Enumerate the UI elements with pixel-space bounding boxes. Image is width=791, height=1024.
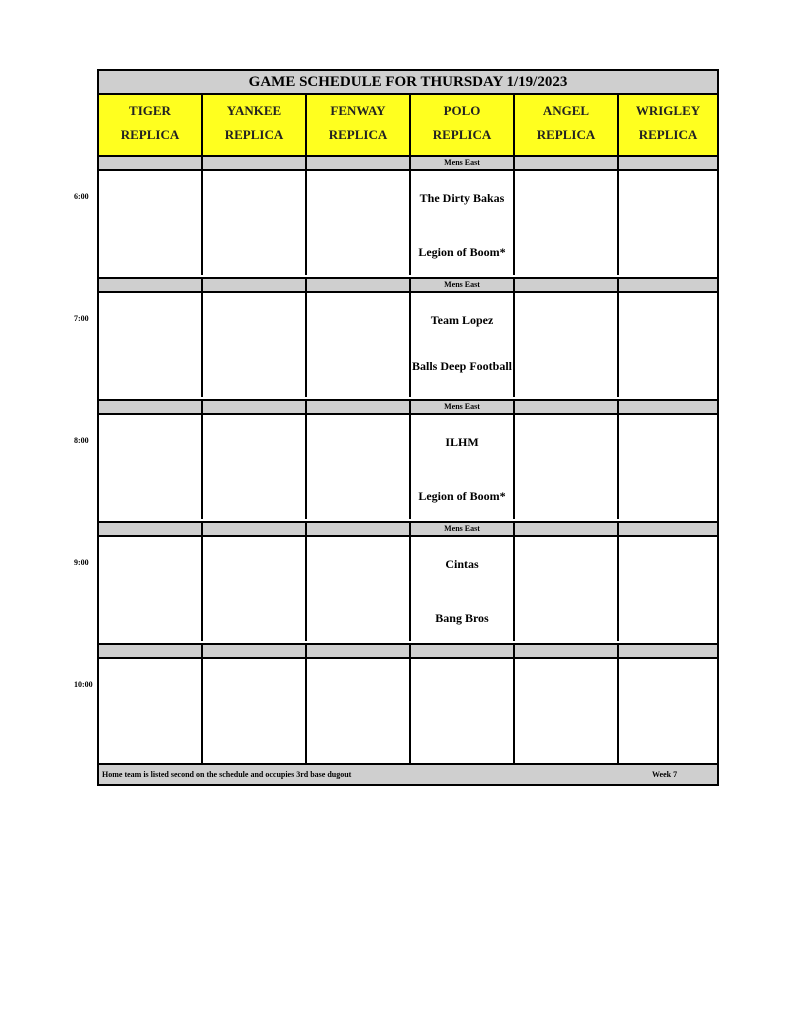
- field-name: WRIGLEY: [635, 103, 701, 118]
- time-label: 7:00: [74, 314, 89, 323]
- division-bar-cell: [619, 157, 717, 169]
- divider: [99, 277, 717, 279]
- game-cell: [203, 537, 307, 641]
- game-cell: [515, 293, 619, 397]
- time-label: 10:00: [74, 680, 93, 689]
- division-bar-cell: [619, 523, 717, 535]
- field-name: ANGEL: [542, 103, 590, 118]
- home-team: Balls Deep Football: [411, 359, 512, 373]
- division-bar-cell: [203, 645, 307, 657]
- division-bar-cell: [307, 645, 411, 657]
- divider: [99, 399, 717, 401]
- division-bar-cell: [307, 401, 411, 413]
- game-cell: [619, 537, 717, 641]
- game-cell: [99, 171, 203, 275]
- field-name: TIGER: [129, 103, 171, 118]
- game-cell: [515, 659, 619, 763]
- game-cell: [619, 659, 717, 763]
- division-bar-cell: [307, 279, 411, 291]
- game-cell: [307, 171, 411, 275]
- division-bar-cell: Mens East: [411, 279, 515, 291]
- division-bar-cell: [619, 279, 717, 291]
- field-header-3: [307, 95, 411, 155]
- division-bar-cell: [619, 401, 717, 413]
- game-cell: [411, 659, 515, 763]
- division-bar-cell: [619, 645, 717, 657]
- game-cell: [515, 537, 619, 641]
- game-cell: [99, 659, 203, 763]
- away-team: ILHM: [445, 435, 479, 449]
- game-cell: [307, 659, 411, 763]
- field-subtitle: REPLICA: [432, 127, 492, 142]
- division-bar-cell: [411, 645, 515, 657]
- division-bar-cell: [203, 523, 307, 535]
- division-bar-cell: [307, 157, 411, 169]
- footer-bar: [99, 765, 717, 784]
- division-bar-cell: [515, 523, 619, 535]
- field-header-1: [99, 95, 203, 155]
- game-cell: [411, 171, 515, 275]
- away-team: The Dirty Bakas: [419, 191, 505, 205]
- division-bar-cell: [99, 401, 203, 413]
- home-team: Bang Bros: [435, 611, 489, 625]
- field-header-6: [619, 95, 717, 155]
- away-team: Cintas: [445, 557, 479, 571]
- home-team: Legion of Boom*: [418, 489, 506, 503]
- footer-note: Home team is listed second on the schedule and occupies 3rd base dugout: [102, 770, 352, 779]
- game-cell: [203, 293, 307, 397]
- game-cell: [619, 293, 717, 397]
- field-name: POLO: [443, 103, 481, 118]
- home-team: Legion of Boom*: [418, 245, 506, 259]
- field-subtitle: REPLICA: [638, 127, 698, 142]
- field-name: YANKEE: [226, 103, 282, 118]
- page-title: GAME SCHEDULE FOR THURSDAY 1/19/2023: [99, 71, 717, 95]
- game-cell: [203, 659, 307, 763]
- field-subtitle: REPLICA: [224, 127, 284, 142]
- field-subtitle: REPLICA: [328, 127, 388, 142]
- division-bar-cell: [307, 523, 411, 535]
- schedule-table: [97, 69, 719, 786]
- time-label: 8:00: [74, 436, 89, 445]
- division-bar-cell: [99, 523, 203, 535]
- division-bar-cell: [203, 157, 307, 169]
- game-cell: [411, 415, 515, 519]
- field-name: FENWAY: [330, 103, 386, 118]
- division-bar-cell: [99, 645, 203, 657]
- division-bar-cell: [203, 401, 307, 413]
- away-team: Team Lopez: [430, 313, 494, 327]
- field-header-2: [203, 95, 307, 155]
- division-bar-cell: [203, 279, 307, 291]
- week-label: Week 7: [652, 770, 678, 779]
- field-subtitle: REPLICA: [536, 127, 596, 142]
- field-header-4: [411, 95, 515, 155]
- field-subtitle: REPLICA: [120, 127, 180, 142]
- divider: [99, 521, 717, 523]
- division-bar-cell: [515, 401, 619, 413]
- division-bar-cell: [515, 157, 619, 169]
- game-cell: [203, 415, 307, 519]
- divider: [99, 643, 717, 645]
- game-cell: [619, 415, 717, 519]
- time-label: 9:00: [74, 558, 89, 567]
- game-cell: [515, 171, 619, 275]
- game-cell: [307, 293, 411, 397]
- division-bar-cell: Mens East: [411, 523, 515, 535]
- game-cell: [515, 415, 619, 519]
- game-cell: [307, 415, 411, 519]
- game-cell: [619, 171, 717, 275]
- division-bar-cell: [99, 279, 203, 291]
- game-cell: [99, 537, 203, 641]
- division-bar-cell: Mens East: [411, 401, 515, 413]
- game-cell: [99, 293, 203, 397]
- division-bar-cell: [515, 645, 619, 657]
- game-cell: [307, 537, 411, 641]
- field-header-5: [515, 95, 619, 155]
- game-cell: [411, 537, 515, 641]
- game-cell: [99, 415, 203, 519]
- division-bar-cell: [99, 157, 203, 169]
- time-label: 6:00: [74, 192, 89, 201]
- division-bar-cell: Mens East: [411, 157, 515, 169]
- game-cell: [411, 293, 515, 397]
- division-bar-cell: [515, 279, 619, 291]
- game-cell: [203, 171, 307, 275]
